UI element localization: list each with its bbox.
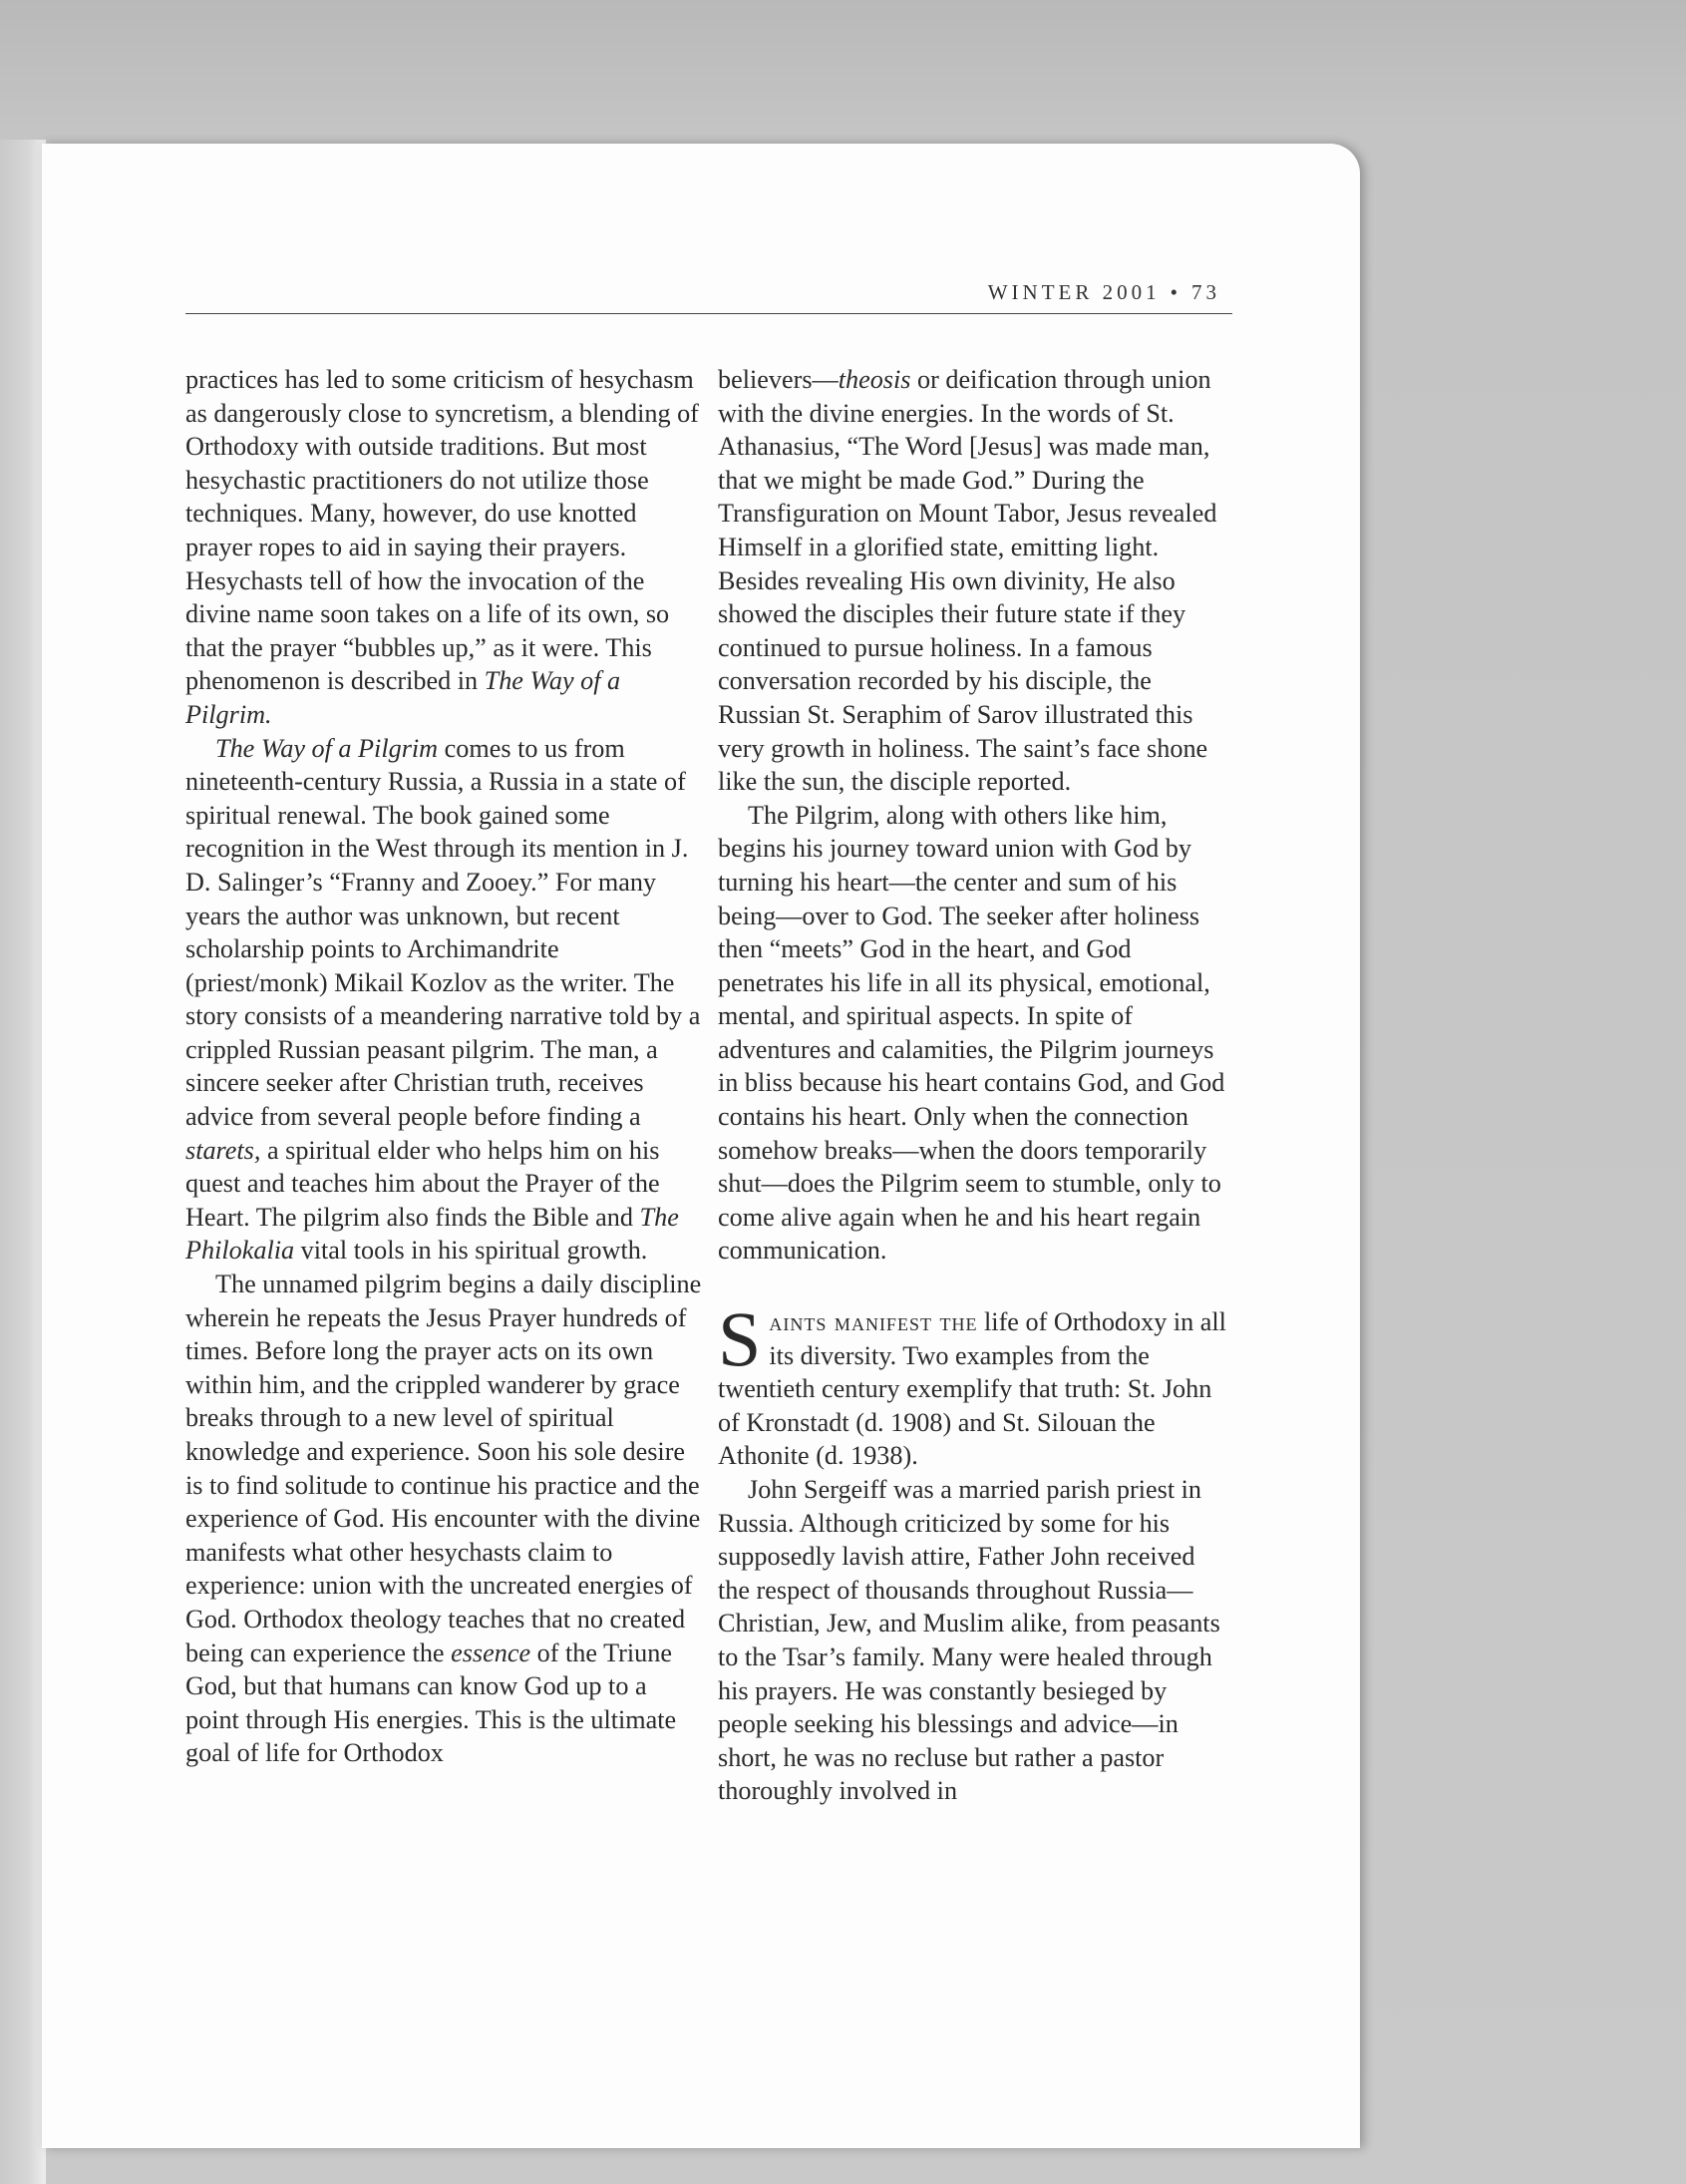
term-essence: essence — [451, 1638, 531, 1667]
running-head — [988, 280, 1220, 305]
right-paragraph-3 — [718, 1295, 1226, 1473]
page-number: 73 — [1191, 280, 1220, 304]
right-column — [718, 363, 1226, 1808]
right-paragraph-1 — [718, 363, 1226, 799]
book-title: The Way of a Pilgrim — [215, 733, 439, 763]
book-gutter-edge — [0, 140, 46, 2184]
term-starets: starets, — [185, 1135, 261, 1165]
book-title: The Way of a Pilgrim. — [185, 666, 621, 729]
text-run: The unnamed pilgrim begins a daily discipline wherein he repeats the Jesus Prayer hundreds of times. Before long the prayer acts on its own within him, and the crippled wanderer by grace breaks through to a new level of spiritual knowledge and experience. Soon his sole desire is to find solitude to continue his practice and the experience of God. His encounter with the divine manifests what other hesychasts claim to experience: union with the uncreated energies of God. Orthodox theology teaches that no created being can experience the — [185, 1270, 702, 1667]
right-paragraph-2: The Pilgrim, along with others like him, begins his journey toward union with God by turning his heart—the center and sum of his being—over to God. The seeker after holiness then “meets” God in the heart, and God penetrates his life in all its physical, emotional, mental, and spiritual aspects. In spite of adventures and calamities, the Pilgrim journeys in bliss because his heart contains God, and God contains his heart. Only when the connection somehow breaks—when the doors temporarily shut—does the Pilgrim seem to stumble, only to come alive again when he and his heart regain communication. — [718, 800, 1225, 1266]
page-header — [185, 271, 1232, 314]
smallcaps-lead: aints manifest the — [769, 1307, 978, 1337]
text-run: believers— — [718, 365, 839, 394]
term-theosis: theosis — [838, 365, 911, 394]
left-paragraph-2 — [185, 732, 704, 1269]
text-run: a spiritual elder who helps him on his quest and teaches him about the Prayer of the Heart. The pilgrim also finds the Bible and — [185, 1135, 660, 1232]
text-run: vital tools in his spiritual growth. — [294, 1236, 648, 1266]
text-run: of the Triune God, but that humans can know God up to a point through His energies. This is the ultimate goal of life for Orthodox — [185, 1638, 677, 1768]
drop-cap: S — [718, 1295, 762, 1383]
text-run: life of Orthodoxy in all its diversity. Two examples from the twentieth century exemplify that truth: St. John of Kronstadt (d. 1908) and St. Silouan the Athonite (d. 1938). — [718, 1307, 1226, 1471]
text-run: practices has led to some criticism of hesychasm as dangerously close to syncretism, a blending of Orthodoxy with outside traditions. But most hesychastic practitioners do not utilize those techniques. Many, however, do use knotted prayer ropes to aid in saying their prayers. Hesychasts tell of how the invocation of the divine name soon takes on a life of its own, so that the prayer “bubbles up,” as it were. This phenomenon is described in — [185, 365, 699, 696]
left-paragraph-3 — [185, 1268, 704, 1770]
book-title: The Philokalia — [185, 1202, 679, 1266]
left-column — [185, 363, 704, 1770]
right-paragraph-4: John Sergeiff was a married parish priest in Russia. Although criticized by some for his supposedly lavish attire, Father John received the respect of thousands throughout Russia—Christian, Jew, and Muslim alike, from peasants to the Tsar’s family. Many were healed through his prayers. He was constantly besieged by people seeking his blessings and advice—in short, he was no recluse but rather a pastor thoroughly involved in — [718, 1475, 1220, 1806]
left-paragraph-1 — [185, 363, 704, 732]
text-run: comes to us from nineteenth-century Russia, a Russia in a state of spiritual renewal. The book gained some recognition in the West through its mention in J. D. Salinger’s “Franny and Zooey.” For many years the author was unknown, but recent scholarship points to Archimandrite (priest/monk) Mikail Kozlov as the writer. The story consists of a meandering narrative told by a crippled Russian peasant pilgrim. The man, a sincere seeker after Christian truth, receives advice from several people before finding a — [185, 733, 701, 1132]
header-bullet: • — [1170, 280, 1181, 304]
issue-season: WINTER 2001 — [987, 280, 1161, 304]
text-run: or deification through union with the divine energies. In the words of St. Athanasius, “The Word [Jesus] was made man, that we might be made God.” During the Transfiguration on Mount Tabor, Jesus revealed Himself in a glorified state, emitting light. Besides revealing His own divinity, He also showed the disciples their future state if they continued to pursue holiness. In a famous conversation recorded by his disciple, the Russian St. Seraphim of Sarov illustrated this very growth in holiness. The saint’s face shone like the sun, the disciple reported. — [718, 365, 1217, 797]
